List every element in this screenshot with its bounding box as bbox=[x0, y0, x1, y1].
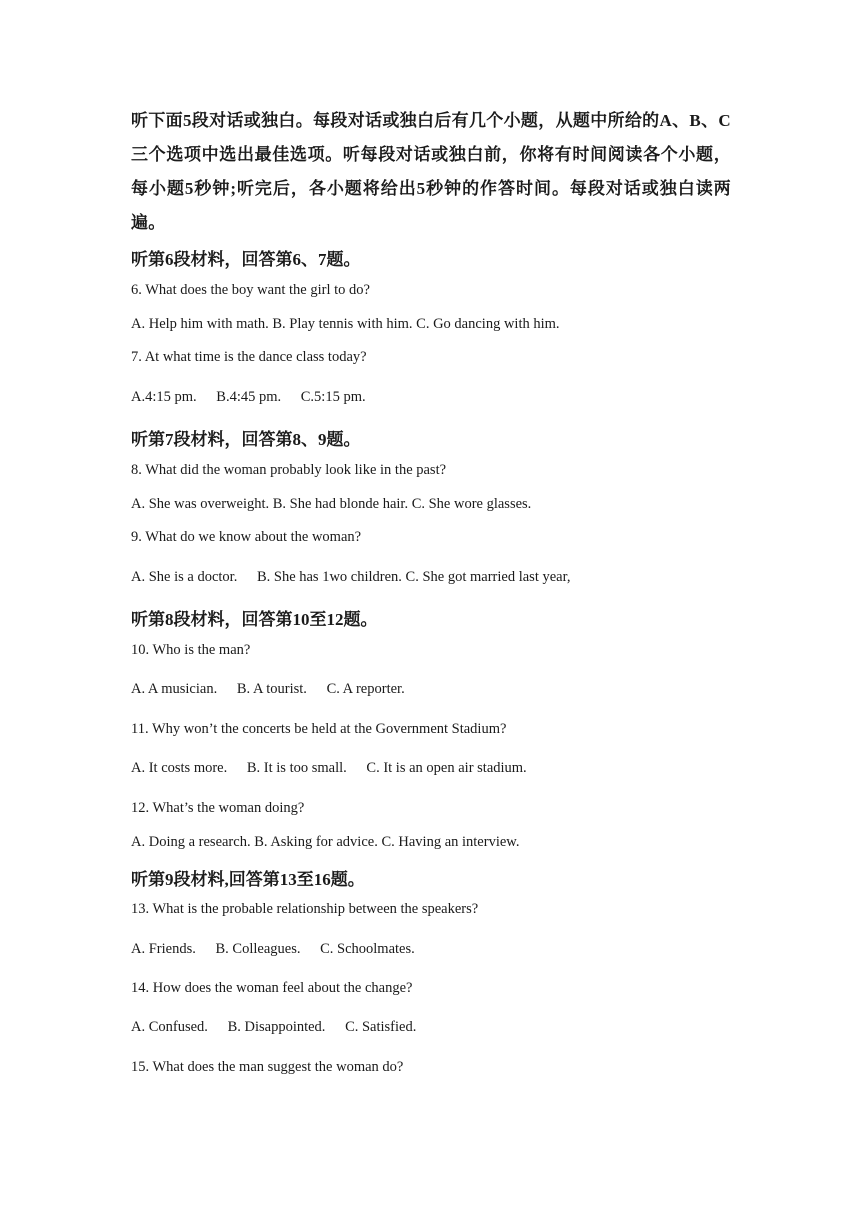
section-heading-9: 听第9段材料,回答第13至16题。 bbox=[131, 870, 365, 889]
question-9: 9. What do we know about the woman? bbox=[131, 529, 362, 545]
section-heading-6: 听第6段材料，回答第6、7题。 bbox=[131, 250, 361, 269]
question-14: 14. How does the woman feel about the change? bbox=[131, 980, 413, 996]
option-a: A. Confused. bbox=[131, 1019, 208, 1035]
question-7: 7. At what time is the dance class today? bbox=[131, 349, 367, 365]
option-c: C. Schoolmates. bbox=[320, 941, 415, 957]
question-6-options: A. Help him with math. B. Play tennis with him. C. Go dancing with him. bbox=[131, 316, 560, 332]
section-heading-8: 听第8段材料，回答第10至12题。 bbox=[131, 610, 378, 629]
option-b: B.4:45 pm. bbox=[216, 389, 282, 405]
question-10: 10. Who is the man? bbox=[131, 642, 251, 658]
option-b: B. Colleagues. bbox=[215, 941, 301, 957]
option-c: C. It is an open air stadium. bbox=[366, 760, 527, 776]
option-b: B. A tourist. bbox=[236, 681, 307, 697]
question-9-options bbox=[131, 569, 570, 586]
question-11: 11. Why won’t the concerts be held at the Government Stadium? bbox=[131, 721, 507, 737]
section-instructions: 听下面5段对话或独白。每段对话或独白后有几个小题，从题中所给的A、B、C三个选项中选出最佳选项。听每段对话或独白前，你将有时间阅读各个小题，每小题5秒钟;听完后，各小题将给出5秒钟的作答时间。每段对话或独白读两遍。 bbox=[131, 111, 731, 232]
question-6: 6. What does the boy want the girl to do? bbox=[131, 282, 370, 298]
question-13: 13. What is the probable relationship between the speakers? bbox=[131, 901, 479, 917]
question-10-options bbox=[131, 681, 405, 698]
option-c: C. Satisfied. bbox=[345, 1019, 417, 1035]
option-b: B. It is too small. bbox=[246, 760, 347, 776]
option-a: A. Friends. bbox=[131, 941, 196, 957]
option-bc: B. She has 1wo children. C. She got married last year, bbox=[256, 569, 571, 585]
question-12-options: A. Doing a research. B. Asking for advice. C. Having an interview. bbox=[131, 834, 520, 850]
question-15: 15. What does the man suggest the woman do? bbox=[131, 1059, 404, 1075]
question-7-options bbox=[131, 389, 366, 406]
section-heading-7: 听第7段材料，回答第8、9题。 bbox=[131, 430, 361, 449]
option-b: B. Disappointed. bbox=[227, 1019, 326, 1035]
question-12: 12. What’s the woman doing? bbox=[131, 800, 305, 816]
option-a: A. She is a doctor. bbox=[131, 569, 238, 585]
question-14-options bbox=[131, 1019, 416, 1036]
question-8: 8. What did the woman probably look like in the past? bbox=[131, 462, 447, 478]
option-a: A. A musician. bbox=[131, 681, 218, 697]
option-c: C. A reporter. bbox=[326, 681, 405, 697]
option-a: A. It costs more. bbox=[131, 760, 228, 776]
question-13-options bbox=[131, 941, 415, 958]
question-8-options: A. She was overweight. B. She had blonde hair. C. She wore glasses. bbox=[131, 496, 532, 512]
option-a: A.4:15 pm. bbox=[131, 389, 197, 405]
option-c: C.5:15 pm. bbox=[300, 389, 366, 405]
question-11-options bbox=[131, 760, 527, 777]
